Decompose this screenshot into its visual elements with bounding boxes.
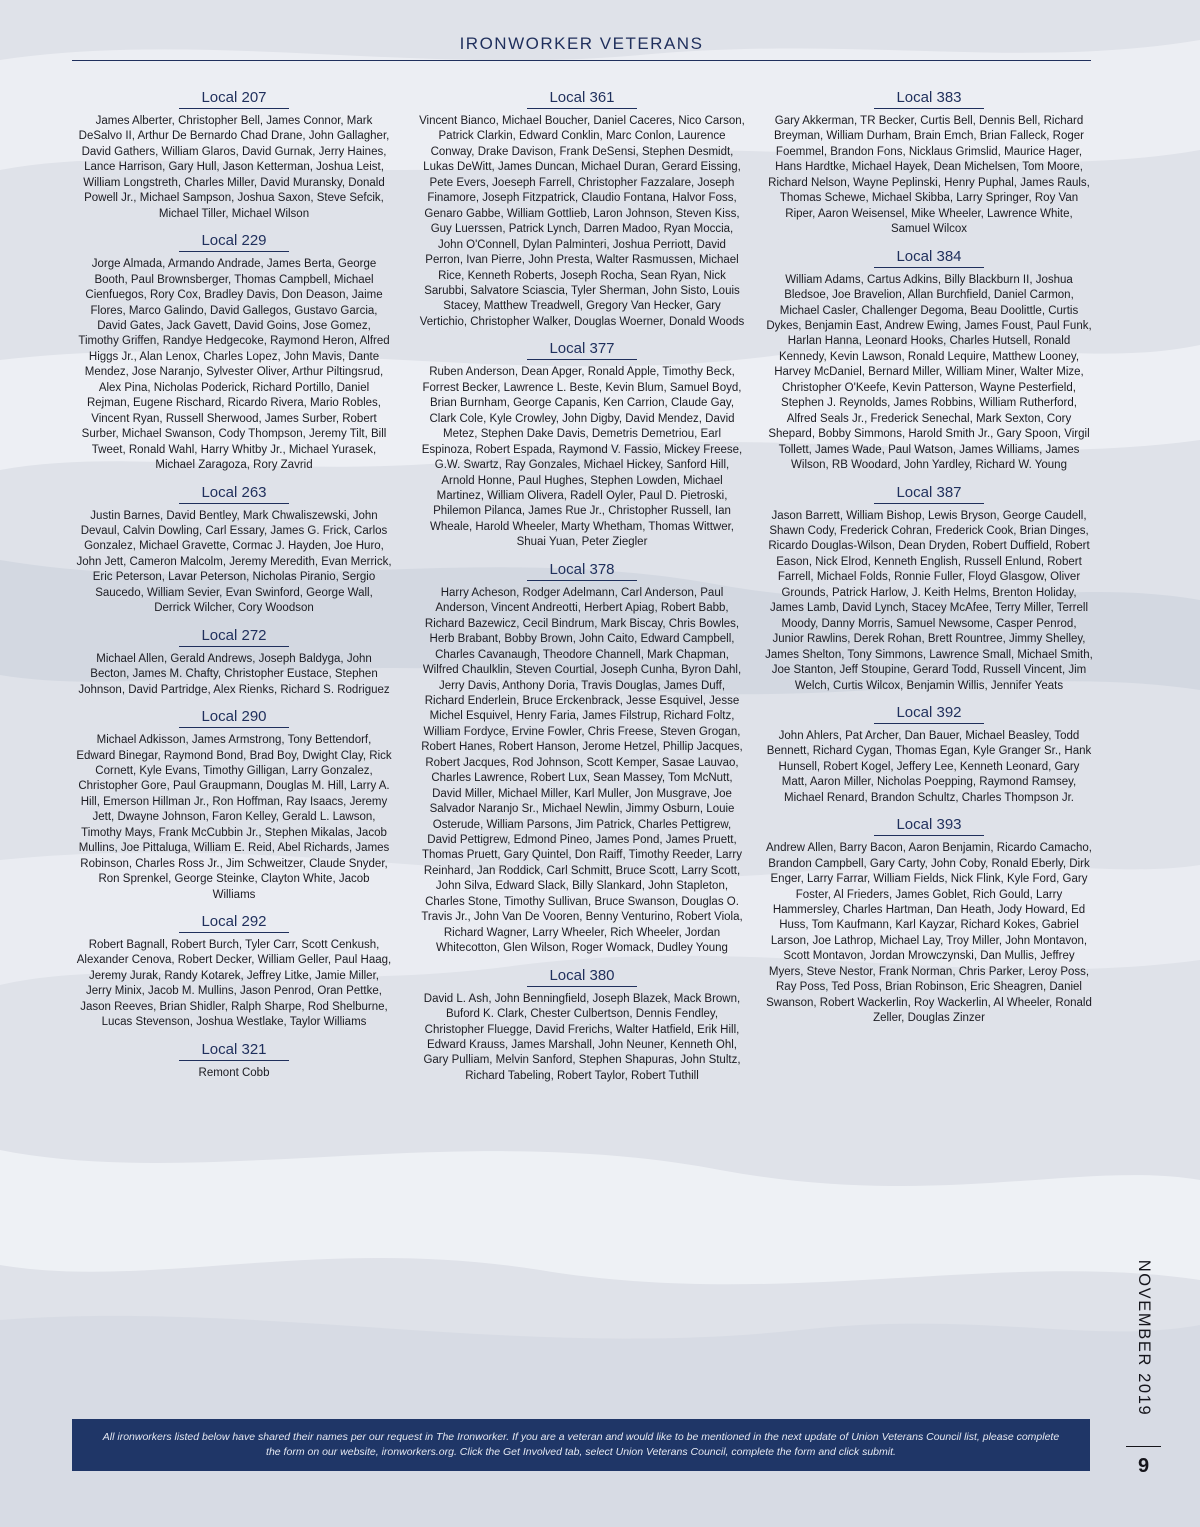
local-member-names: Michael Allen, Gerald Andrews, Joseph Baldyga, John Becton, James M. Chafty, Christopher Eustace, Stephen Johnson, David Partridge, Alex Rienks, Richard S. Rodriguez (78, 652, 390, 696)
local-heading: Local 292 (179, 912, 289, 933)
local-section (76, 912, 392, 1031)
local-heading: Local 207 (179, 88, 289, 109)
local-heading: Local 229 (179, 231, 289, 252)
local-heading: Local 290 (179, 707, 289, 728)
local-section (418, 339, 746, 550)
local-member-names: James Alberter, Christopher Bell, James Connor, Mark DeSalvo II, Arthur De Bernardo Chad Drane, John Gallagher, David Gathers, William Glaros, David Gurnak, Jerry Haines, Lance Harrison, Gary Hull, Jason Ketterman, Joshua Leist, William Longstreth, Charles Miller, David Muransky, Donald Powell Jr., Michael Sampson, Joshua Saxon, Steve Sefcik, Michael Tiller, Michael Wilson (78, 115, 390, 220)
local-section (765, 703, 1093, 806)
page-number-divider (1126, 1446, 1161, 1447)
local-heading: Local 392 (874, 703, 984, 724)
local-section (765, 247, 1093, 474)
local-member-names: Jason Barrett, William Bishop, Lewis Bryson, George Caudell, Shawn Cody, Frederick Cohran, Frederick Cook, Brian Dinges, Ricardo Douglas-Wilson, Dean Dryden, Robert Duffield, Robert Eason, Nick Elrod, Kenneth English, Russell Enlund, Robert Farrell, Michael Folds, Ronnie Fuller, Floyd Glasgow, Oliver Grounds, Patrick Harlow, J. Keith Helms, Brenton Holiday, James Lamb, David Lynch, Stacey McAfee, Terry Miller, Terrell Moody, Danny Morris, Samuel Newsome, Casper Penrod, Junior Rawlins, Derek Rohan, Brett Rountree, Jimmy Shelley, James Shelton, Tony Simmons, Lawrence Small, Michael Smith, Joe Stanton, Jeff Stoupine, Gerard Todd, Russell Vincent, Jim Welch, Curtis Wilcox, Benjamin Willis, Jennifer Yeats (765, 509, 1093, 692)
local-heading: Local 387 (874, 483, 984, 504)
local-member-names: Michael Adkisson, James Armstrong, Tony Bettendorf, Edward Binegar, Raymond Bond, Brad Boy, Dwight Clay, Rick Cornett, Kyle Evans, Timothy Gilligan, Larry Gonzalez, Christopher Gore, Paul Graupmann, Douglas M. Hill, Larry A. Hill, Emerson Hillman Jr., Ron Hoffman, Ray Isaacs, Jeremy Jett, Dwayne Johnson, Faron Kelley, Gerald L. Lawson, Timothy Mays, Frank McCubbin Jr., Stephen Mikalas, Jacob Mullins, Joe Pittaluga, William E. Reid, Abel Richards, James Robinson, Charles Ross Jr., Jim Schweitzer, Claude Snyder, Ron Sprenkel, George Steinke, Clayton White, Jacob Williams (76, 734, 392, 901)
local-heading: Local 272 (179, 626, 289, 647)
local-heading: Local 361 (527, 88, 637, 109)
local-section (418, 88, 746, 330)
page-number: 9 (1137, 1455, 1150, 1477)
local-section (765, 88, 1093, 238)
local-heading: Local 383 (874, 88, 984, 109)
local-section (76, 1040, 392, 1081)
page-title: IRONWORKER VETERANS (459, 34, 704, 53)
local-member-names: Ruben Anderson, Dean Apger, Ronald Apple, Timothy Beck, Forrest Becker, Lawrence L. Beste, Kevin Blum, Samuel Boyd, Brian Burnham, George Capanis, Ken Carrion, Claude Gay, Clark Cole, Kyle Crowley, John Digby, David Mendez, David Metez, Stephen Dake Davis, Demetris Demetriou, Earl Espinoza, Robert Espada, Raymond V. Fassio, Mickey Freese, G.W. Swartz, Ray Gonzales, Michael Hickey, Sanford Hill, Arnold Honne, Paul Hughes, Stephen Lowden, Michael Martinez, William Olivera, Radell Oyler, Paul D. Pietroski, Philemon Pilanca, James Rue Jr., Christopher Russell, Ian Wheale, Harold Wheeler, Marty Whetham, Thomas Wittwer, Shuai Yuan, Peter Ziegler (421, 366, 743, 549)
local-heading: Local 393 (874, 815, 984, 836)
local-member-names: John Ahlers, Pat Archer, Dan Bauer, Michael Beasley, Todd Bennett, Richard Cygan, Thomas Egan, Kyle Granger Sr., Hank Hunsell, Robert Kogel, Jeffery Lee, Kenneth Leonard, Gary Matt, Aaron Miller, Nicholas Poepping, Raymond Ramsey, Michael Renard, Brandon Schultz, Charles Thompson Jr. (766, 729, 1092, 804)
local-member-names: Jorge Almada, Armando Andrade, James Berta, George Booth, Paul Brownsberger, Thomas Campbell, Michael Cienfuegos, Rory Cox, Bradley Davis, Don Deason, Jaime Flores, Marco Galindo, David Gallegos, Gustavo Garcia, David Gates, Jack Gavett, David Goins, Jose Gomez, Timothy Griffen, Randye Hedgecoke, Raymond Heron, Alfred Higgs Jr., Alan Lenox, Charles Lopez, John Mavis, Dante Mendez, Jose Naranjo, Sylvester Oliver, Arthur Piltingsrud, Alex Pina, Nicholas Poderick, Richard Portillo, Daniel Rejman, Eugene Rischard, Ricardo Rivera, Mario Robles, Vincent Ryan, Russell Sherwood, James Surber, Robert Surber, Michael Swanson, Cody Thompson, Jeremy Tilt, Bill Tweet, Ronald Wahl, Harry Whitby Jr., Michael Yurasek, Michael Zaragoza, Rory Zavrid (78, 258, 390, 472)
local-member-names: David L. Ash, John Benningfield, Joseph Blazek, Mack Brown, Buford K. Clark, Chester Culbertson, Dennis Fendley, Christopher Fluegge, David Frerichs, Walter Hatfield, Erik Hill, Edward Krauss, James Marshall, John Neuner, Kenneth Ohl, Gary Pulliam, Melvin Sanford, Stephen Shapuras, John Stultz, Richard Tabeling, Robert Taylor, Robert Tuthill (423, 992, 741, 1082)
local-section (76, 707, 392, 903)
local-heading: Local 380 (527, 966, 637, 987)
column-left (76, 88, 392, 1090)
local-member-names: Harry Acheson, Rodger Adelmann, Carl Anderson, Paul Anderson, Vincent Andreotti, Herbert Apiag, Robert Babb, Richard Bazewicz, Cecil Bindrum, Mark Biscay, Chris Bowles, Herb Brabant, Bobby Brown, John Caito, Edward Campbell, Charles Cavanaugh, Theodore Channell, Mark Chapman, Wilfred Chaulklin, Steven Courtial, Joseph Cunha, Byron Dahl, Jerry Davis, Anthony Doria, Travis Douglas, James Duff, Richard Enderlein, Bruce Erckenbrack, Jesse Esquivel, Jesse Michel Esquivel, Henry Faria, James Filstrup, Richard Foltz, William Fordyce, Ervine Fowler, Chris Freese, Steven Grogan, Robert Hanes, Robert Hanson, Jerome Hetzel, Phillip Jacques, Robert Jacques, Rod Johnson, Scott Kemper, Sasae Lauvao, Charles Lawrence, Robert Lux, Sean Massey, Tom McNutt, David Miller, Michael Miller, Karl Muller, Jon Musgrave, Joe Salvador Naranjo Sr., Michael Newlin, Jimmy Osburn, Louie Osterude, William Parsons, Jim Patrick, Charles Pettigrew, David Pettigrew, Edmond Pineo, James Pond, James Pruett, Thomas Pruett, Gary Quintel, Don Raiff, Timothy Reeder, Larry Reinhard, Jan Roddick, Carl Schmitt, Bruce Scott, Larry Scott, John Silva, Edward Slack, Billy Slankard, John Stapleton, Charles Stone, Timothy Sullivan, Bruce Swanson, Douglas O. Travis Jr., John Van De Vooren, Benny Venturino, Robert Viola, Richard Wagner, Larry Wheeler, Rich Wheeler, Jordan Whitecotton, Glen Wilson, Roger Womack, Dudley Young (421, 586, 743, 955)
local-heading: Local 263 (179, 483, 289, 504)
local-heading: Local 384 (874, 247, 984, 268)
local-section (765, 483, 1093, 694)
local-heading: Local 321 (179, 1040, 289, 1061)
local-member-names: Robert Bagnall, Robert Burch, Tyler Carr, Scott Cenkush, Alexander Cenova, Robert Decker, William Geller, Paul Haag, Jeremy Jurak, Randy Kotarek, Jeffrey Litke, Jamie Miller, Jerry Minix, Jacob M. Mullins, Jason Penrod, Oran Pettke, Jason Reeves, Brian Shidler, Ralph Sharpe, Rod Shelburne, Lucas Stevenson, Joshua Westlake, Taylor Williams (76, 939, 392, 1029)
local-section (76, 626, 392, 698)
local-member-names: Andrew Allen, Barry Bacon, Aaron Benjamin, Ricardo Camacho, Brandon Campbell, Gary Carty, John Coby, Ronald Eberly, Dirk Enger, Larry Farrar, William Fields, Nick Flink, Kyle Ford, Gary Foster, Al Frieders, James Goblet, Rich Gould, Larry Hammersley, Charles Hartman, Dan Heath, Jody Howard, Ed Huss, Tom Kaufmann, Karl Kayzar, Richard Kokes, Gabriel Larson, Joe Lathrop, Michael Lay, Troy Miller, John Montavon, Scott Montavon, Jordan Mrowczynski, Dan Mullis, Jeffrey Myers, Steve Nestor, Frank Norman, Chris Parker, Leroy Poss, Ray Poss, Ted Poss, Brian Robinson, Eric Sheagren, Daniel Swanson, Robert Wackerlin, Roy Wackerlin, Al Wheeler, Ronald Zeller, Douglas Zinzer (766, 842, 1092, 1025)
local-section (765, 815, 1093, 1026)
column-right (765, 88, 1093, 1036)
footer-note-text: All ironworkers listed below have shared their names per our request in The Ironworker. If you are a veteran and would like to be mentioned in the next update of Union Veterans Council list, please complete the form on our website, ironworkers.org. Click the Get Involved tab, select Union Veterans Council, complete the form and click submit. (102, 1431, 1060, 1458)
local-member-names: Gary Akkerman, TR Becker, Curtis Bell, Dennis Bell, Richard Breyman, William Durham, Brain Emch, Brian Falleck, Roger Foemmel, Brandon Fons, Nicklaus Grimslid, Maurice Hager, Hans Hardtke, Michael Hayek, Dean Michelsen, Tom Moore, Richard Nelson, Wayne Peplinski, Henry Puphal, James Rauls, Thomas Schewe, Michael Skibba, Larry Springer, Roy Van Riper, Aaron Weisensel, Mike Wheeler, Lawrence White, Samuel Wilcox (768, 115, 1090, 236)
local-section (76, 231, 392, 473)
local-section (418, 966, 746, 1085)
local-section (76, 483, 392, 617)
footer-note-banner (72, 1419, 1090, 1471)
local-member-names: Vincent Bianco, Michael Boucher, Daniel Caceres, Nico Carson, Patrick Clarkin, Edward Conklin, Marc Conlon, Laurence Conway, Drake Davison, Frank DeSensi, Stephen Desmidt, Lukas DeWitt, James Duncan, Michael Duran, Gerard Eissing, Pete Evers, Joeseph Farrell, Christopher Fazzalare, Joseph Finamore, Joseph Fitzpatrick, Claudio Fontana, Halvor Foss, Genaro Gabbe, William Gottlieb, Laron Johnson, Steven Kiss, Guy Luerssen, Patrick Lynch, Darren Madoo, Ryan Moccia, John O'Connell, Dylan Palminteri, Joshua Perriott, David Perron, Ivan Pierre, John Presta, Walter Rasmussen, Michael Rice, Kenneth Roberts, Joseph Rocha, Sean Ryan, Nick Sarubbi, Salvatore Sciascia, Tyler Sherman, John Sisto, Louis Stacey, Matthew Treadwell, Gregory Van Hecker, Gary Vertichio, Christopher Walker, Douglas Woerner, Donald Woods (419, 115, 745, 328)
local-member-names: William Adams, Cartus Adkins, Billy Blackburn II, Joshua Bledsoe, Joe Bravelion, Allan Burchfield, Daniel Carmon, Michael Casler, Challenger Degoma, Beau Doolittle, Curtis Dykes, Benjamin East, Andrew Ewing, James Foust, Paul Funk, Harlan Hanna, Leonard Hooks, Charles Hutsell, Ronald Kennedy, Kevin Lawson, Ronald Lequire, Matthew Looney, Harvey McDaniel, Bernard Miller, William Miner, Walter Mize, Christopher O'Keefe, Kevin Patterson, Wayne Pesterfield, Stephen J. Reynolds, James Robbins, William Rutherford, Alfred Seals Jr., Frederick Senechal, Mark Sexton, Cory Shepard, Bobby Simmons, Harold Smith Jr., Gary Spoon, Virgil Tollett, James Wade, Paul Watson, James Williams, James Wilson, RB Woodard, John Yardley, Richard W. Young (766, 273, 1092, 472)
local-heading: Local 377 (527, 339, 637, 360)
title-divider (72, 60, 1091, 61)
local-section (418, 560, 746, 957)
local-section (76, 88, 392, 222)
local-member-names: Remont Cobb (198, 1066, 270, 1079)
issue-date: NOVEMBER 2019 (1135, 1259, 1153, 1417)
local-heading: Local 378 (527, 560, 637, 581)
column-middle (418, 88, 746, 1093)
local-member-names: Justin Barnes, David Bentley, Mark Chwaliszewski, John Devaul, Calvin Dowling, Carl Essary, James G. Frick, Carlos Gonzalez, Michael Gravette, Cormac J. Hayden, Joe Huro, John Jett, Cameron Malcolm, Jeremy Meredith, Evan Merrick, Eric Peterson, Lavar Peterson, Nicholas Piranio, Sergio Saucedo, William Sevier, Evan Swinford, George Wall, Derrick Wilcher, Cory Woodson (76, 509, 392, 615)
